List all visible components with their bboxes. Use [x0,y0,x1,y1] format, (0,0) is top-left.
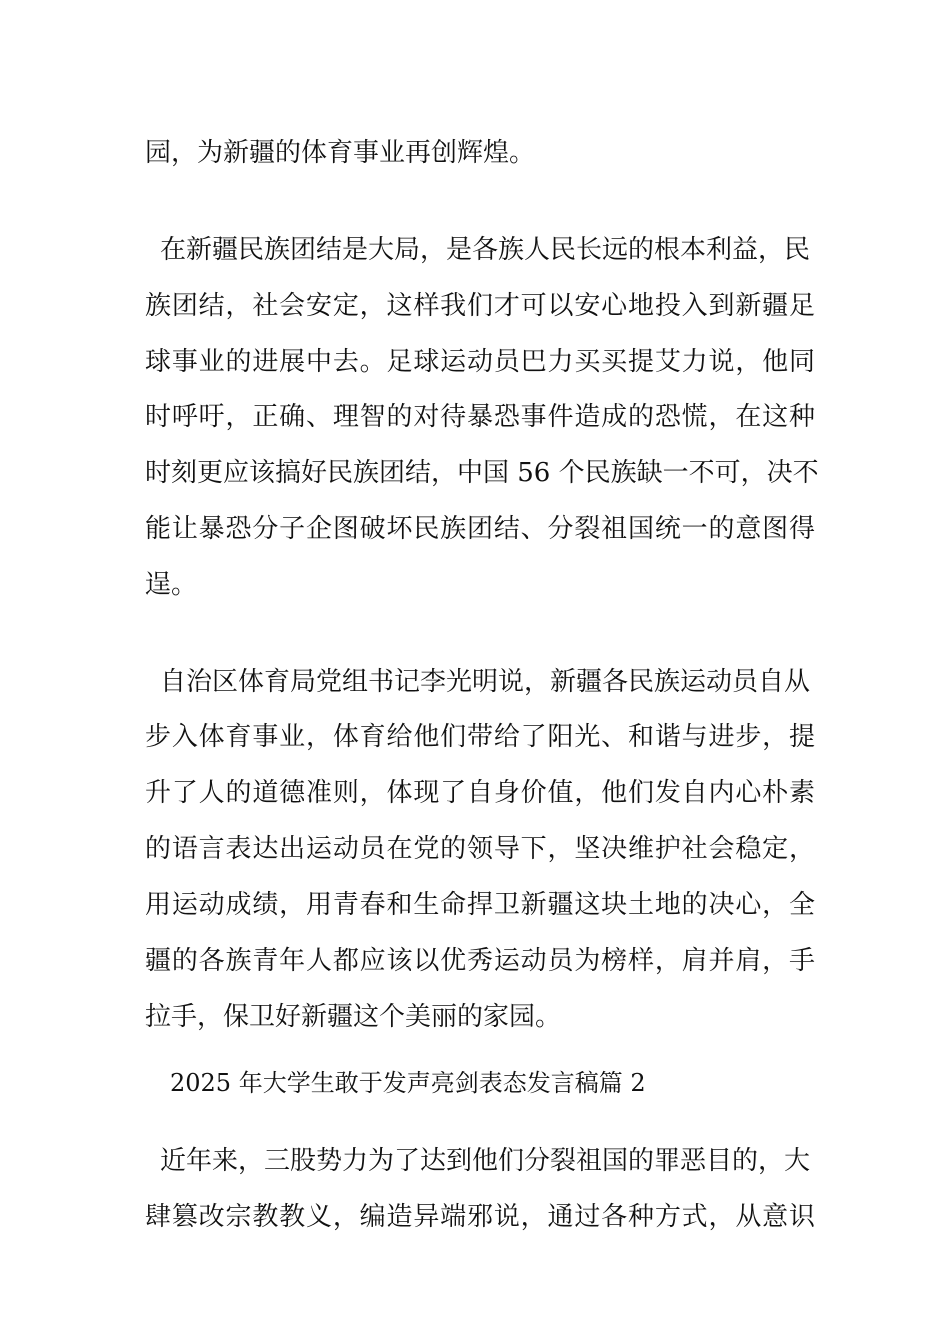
paragraph-4-line-1: 近年来，三股势力为了达到他们分裂祖国的罪恶目的，大 [160,1146,811,1176]
paragraph-3-line-5: 用运动成绩，用青春和生命捍卫新疆这块土地的决心，全 [145,890,815,920]
paragraph-2-line-5: 时刻更应该搞好民族团结，中国 56 个民族缺一不可，决不 [145,458,819,488]
section-heading: 2025 年大学生敢于发声亮剑表态发言稿篇 2 [170,1069,646,1097]
paragraph-3-line-4: 的语言表达出运动员在党的领导下，坚决维护社会稳定， [145,834,815,864]
paragraph-2-line-7: 逞。 [145,570,198,600]
paragraph-2-line-2: 族团结，社会安定，这样我们才可以安心地投入到新疆足 [145,291,815,321]
paragraph-2-line-6: 能让暴恐分子企图破坏民族团结、分裂祖国统一的意图得 [145,514,815,544]
paragraph-4-line-2: 肆篡改宗教教义，编造异端邪说，通过各种方式，从意识 [145,1202,815,1232]
paragraph-3-line-1: 自治区体育局党组书记李光明说，新疆各民族运动员自从 [160,667,811,697]
paragraph-3-line-6: 疆的各族青年人都应该以优秀运动员为榜样，肩并肩，手 [145,946,815,976]
paragraph-2-line-1: 在新疆民族团结是大局，是各族人民长远的根本利益，民 [160,235,811,265]
paragraph-2-line-4: 时呼吁，正确、理智的对待暴恐事件造成的恐慌，在这种 [145,402,815,432]
paragraph-3-line-2: 步入体育事业，体育给他们带给了阳光、和谐与进步，提 [145,722,815,752]
paragraph-3-line-3: 升了人的道德准则，体现了自身价值，他们发自内心朴素 [145,778,815,808]
paragraph-2-line-3: 球事业的进展中去。足球运动员巴力买买提艾力说，他同 [145,347,815,377]
paragraph-3-line-7: 拉手，保卫好新疆这个美丽的家园。 [145,1002,562,1032]
paragraph-1-line-1: 园，为新疆的体育事业再创辉煌。 [145,138,536,168]
